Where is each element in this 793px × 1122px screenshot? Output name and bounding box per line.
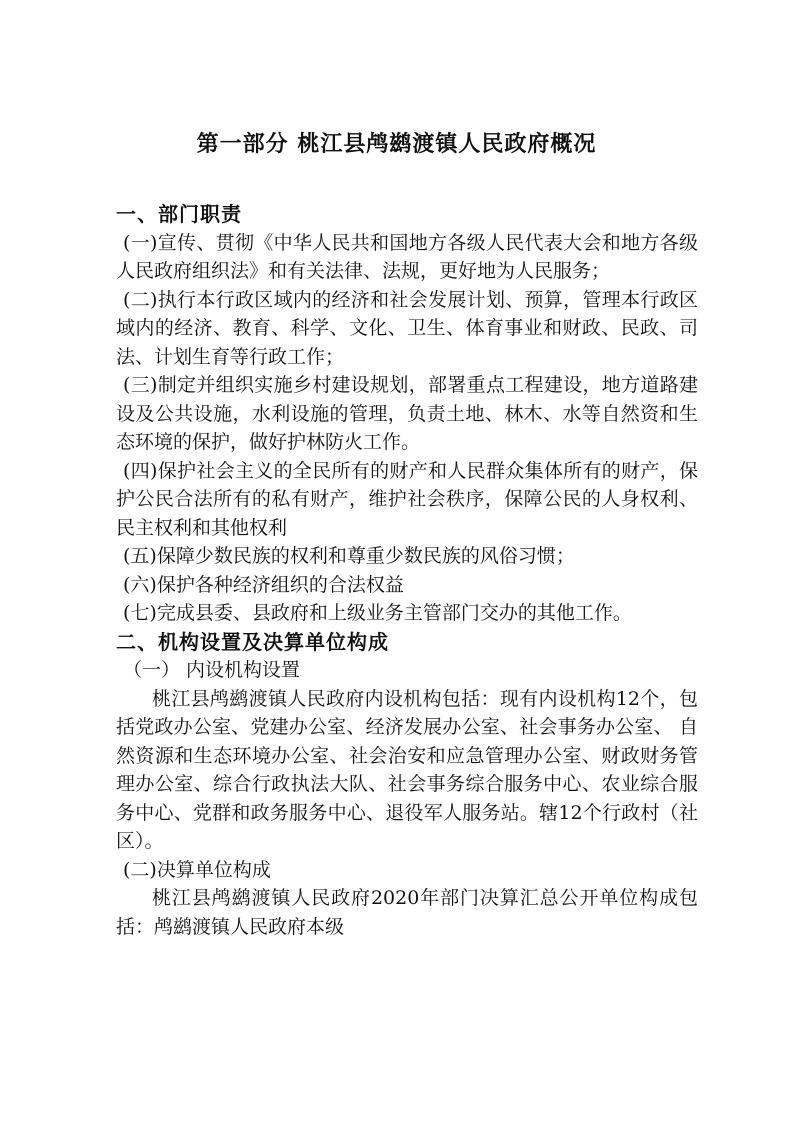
document-body [116,198,698,941]
duty-item-5: (五)保障少数民族的权利和尊重少数民族的风俗习惯； [123,545,575,567]
duty-item-6: (六)保护各种经济组织的合法权益 [123,573,404,596]
section-heading-structure: 二、机构设置及决算单位构成 [116,629,389,654]
accounting-units-paragraph: 桃江县鸬鹚渡镇人民政府2020年部门决算汇总公开单位构成包括：鸬鹚渡镇人民政府本级 [116,887,698,938]
subsection-heading-accounting-units: (二)决算单位构成 [123,858,271,881]
duty-item-2: (二)执行本行政区域内的经济和社会发展计划、预算，管理本行政区域内的经济、教育、科学、文化、卫生、体育事业和财政、民政、司法、计划生育等行政工作； [116,288,698,368]
duty-item-3: (三)制定并组织实施乡村建设规划，部署重点工程建设，地方道路建设及公共设施，水利设施的管理，负责土地、林木、水等自然资和生态环境的保护，做好护林防火工作。 [116,374,698,453]
page-title: 第一部分 桃江县鸬鹚渡镇人民政府概况 [196,132,597,157]
duty-item-1: (一)宣传、贯彻《中华人民共和国地方各级人民代表大会和地方各级人民政府组织法》和有关法律、法规，更好地为人民服务； [116,231,698,282]
subsection-heading-internal-units: （一） 内设机构设置 [123,659,301,681]
duty-item-7: (七)完成县委、县政府和上级业务主管部门交办的其他工作。 [123,602,632,624]
duty-item-4: (四)保护社会主义的全民所有的财产和人民群众集体所有的财产，保护公民合法所有的私有财产，维护社会秩序，保障公民的人身权利、民主权利和其他权利 [116,459,698,539]
section-heading-duties: 一、部门职责 [116,202,242,226]
internal-units-paragraph: 桃江县鸬鹚渡镇人民政府内设机构包括：现有内设机构12个，包括党政办公室、党建办公室、经济发展办公室、社会事务办公室、 自然资源和生态环境办公室、社会治安和应急管理办公室、财政财务管理办公室、综合行政执法大队、社会事务综合服务中心、农业综合服务中心、党群和政务服务中心、退役军人服务站。辖12个行政村（社区）。 [116,687,698,852]
